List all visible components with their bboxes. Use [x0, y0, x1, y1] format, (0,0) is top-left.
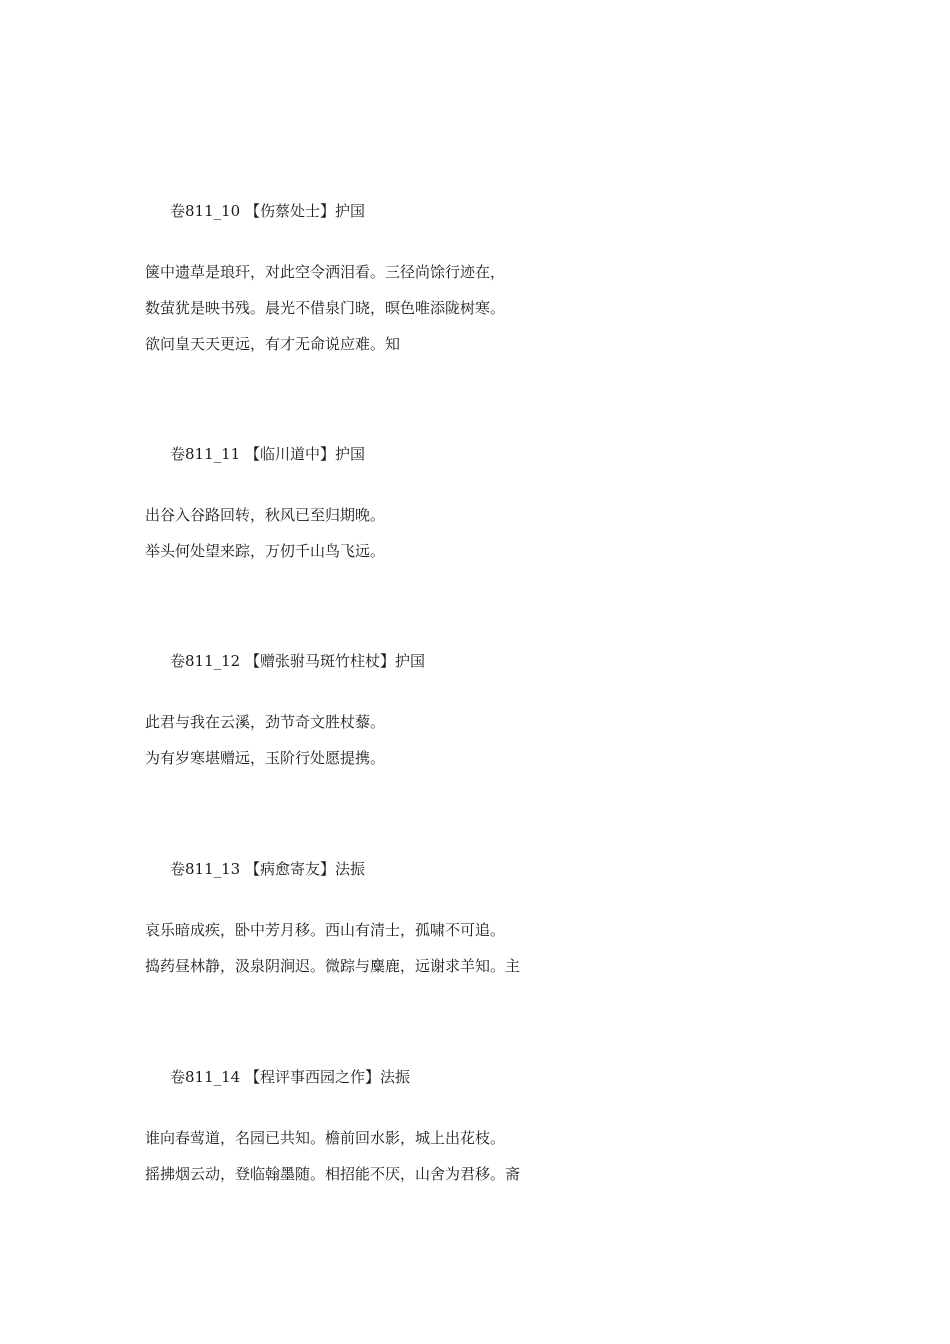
poem-line: 举头何处望来踪，万仞千山鸟飞远。	[145, 542, 386, 560]
poem-block	[145, 858, 845, 975]
poem-block	[145, 1066, 845, 1183]
poem-line: 谁向春莺道，名园已共知。檐前回水影，城上出花枝。	[145, 1129, 506, 1147]
poem-line: 捣药昼林静，汲泉阴涧迟。微踪与麋鹿，远谢求羊知。主	[145, 957, 521, 975]
poem-line: 此君与我在云溪，劲节奇文胜杖藜。	[145, 713, 386, 731]
poem-title: 卷811_13 【病愈寄友】法振	[170, 860, 365, 878]
poem-block	[145, 443, 845, 560]
poem-line: 数萤犹是映书残。晨光不借泉门晓，暝色唯添陇树寒。	[145, 299, 506, 317]
poem-line: 箧中遗草是琅玕，对此空令洒泪看。三径尚馀行迹在，	[145, 263, 506, 281]
poem-line: 摇拂烟云动，登临翰墨随。相招能不厌，山舍为君移。斋	[145, 1165, 521, 1183]
poem-line: 为有岁寒堪赠远，玉阶行处愿提携。	[145, 749, 386, 767]
poem-title: 卷811_12 【赠张驸马斑竹柱杖】护国	[170, 652, 425, 670]
poem-block	[145, 200, 845, 353]
poem-title: 卷811_14 【程评事西园之作】法振	[170, 1068, 410, 1086]
poem-block	[145, 650, 845, 767]
poem-title: 卷811_11 【临川道中】护国	[170, 445, 365, 463]
poem-line: 出谷入谷路回转，秋风已至归期晚。	[145, 506, 386, 524]
poem-title: 卷811_10 【伤蔡处士】护国	[170, 202, 365, 220]
poem-line: 欲问皇天天更远，有才无命说应难。知	[145, 335, 401, 353]
poem-line: 哀乐暗成疾，卧中芳月移。西山有清士，孤啸不可追。	[145, 921, 506, 939]
